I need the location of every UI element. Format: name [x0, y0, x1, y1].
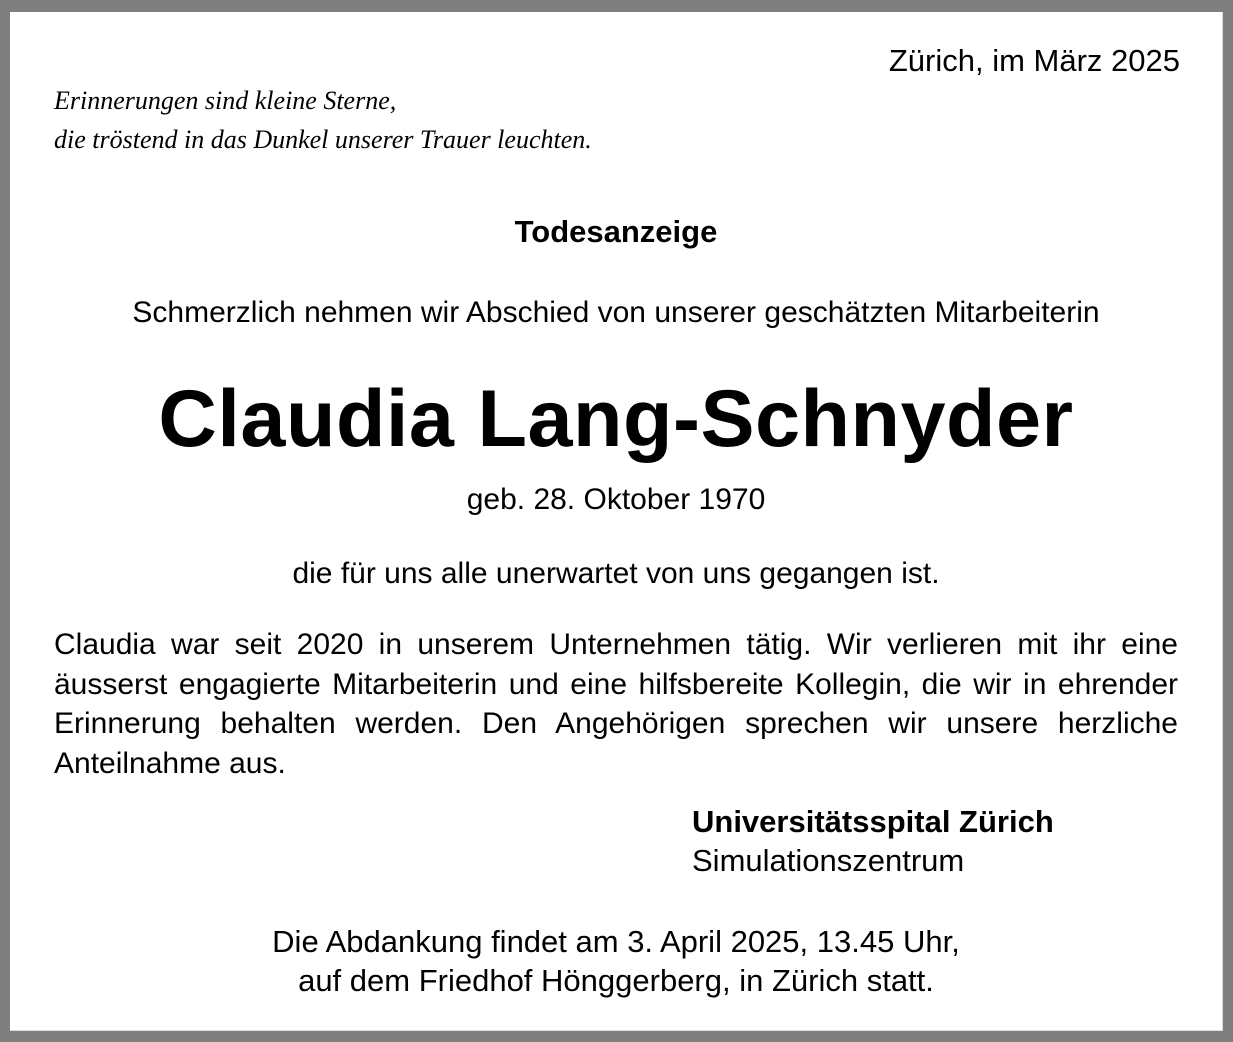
birth-date: geb. 28. Oktober 1970 — [466, 483, 766, 516]
department-name: Simulationszentrum — [692, 843, 965, 878]
funeral-line-1: Die Abdankung findet am 3. April 2025, 13.45 Uhr, — [272, 924, 960, 959]
motto-line-2: die tröstend in das Dunkel unserer Trauer leuchten. — [54, 125, 592, 154]
funeral-line-2: auf dem Friedhof Hönggerberg, in Zürich statt. — [298, 963, 934, 998]
deceased-name: Claudia Lang-Schnyder — [158, 374, 1074, 464]
organization-name: Universitätsspital Zürich — [692, 804, 1054, 839]
notice-heading: Todesanzeige — [514, 214, 718, 249]
motto-line-1: Erinnerungen sind kleine Sterne, — [54, 86, 397, 115]
passed-text: die für uns alle unerwartet von uns gegangen ist. — [292, 557, 940, 590]
intro-text: Schmerzlich nehmen wir Abschied von unserer geschätzten Mitarbeiterin — [132, 296, 1100, 329]
body-paragraph: Claudia war seit 2020 in unserem Unternehmen tätig. Wir verlieren mit ihr eine äusserst engagierte Mitarbeiterin und eine hilfsbereite Kollegin, die wir in ehrender Erinnerung behalten werden. Den Angehörigen sprechen wir unsere herzliche Anteilnahme aus. — [54, 628, 1178, 780]
obituary-notice — [10, 12, 1223, 1031]
date-line: Zürich, im März 2025 — [888, 43, 1180, 78]
